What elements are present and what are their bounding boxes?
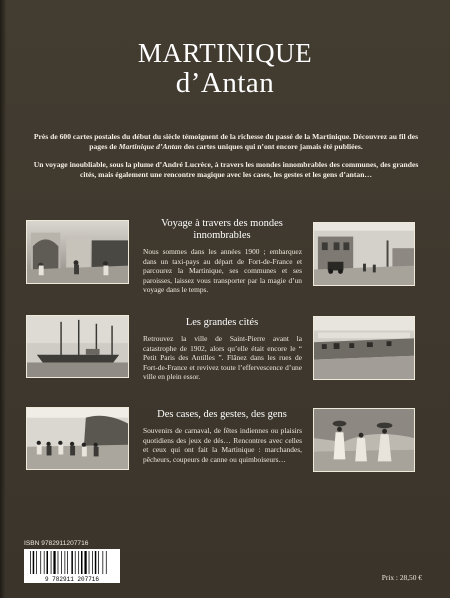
barcode-bar	[61, 551, 62, 574]
section-3-title: Des cases, des gestes, des gens	[157, 409, 287, 420]
barcode-bar	[102, 551, 103, 574]
barcode-bar	[78, 551, 79, 574]
barcode-bar	[53, 551, 55, 574]
barcode-bar	[71, 551, 73, 574]
section-1-title	[140, 218, 304, 242]
section-2-text: Retrouvez la ville de Saint-Pierre avant la catastrophe de 1902, alors qu’elle était encore le “ Petit Paris des Antilles ”. Flânez dans les rues de Fort-de-France et revivez toute l’effervescence d’une ville en plein essor.	[143, 334, 302, 382]
intro-p1-book-title: Martinique d’Antan	[118, 142, 182, 151]
barcode-bar	[36, 551, 37, 574]
intro-p1-start: Près de 600 cartes postales du début du siècle témoignent de la richesse du passé de la Martinique. Découvrez au fil des pages de	[33, 132, 419, 151]
title-line-2: d’Antan	[175, 67, 275, 99]
barcode-bar	[106, 551, 107, 574]
barcode-bar	[51, 551, 52, 574]
barcode-bar	[47, 551, 49, 574]
book-title	[0, 38, 450, 98]
barcode-bar	[75, 551, 76, 574]
barcode-bar	[81, 551, 83, 574]
postcard-photo-women	[313, 408, 415, 472]
barcode-bar	[58, 551, 59, 574]
barcode-bar	[98, 551, 99, 574]
postcard-photo-street	[313, 222, 415, 286]
isbn-label: ISBN 9782911207716	[24, 540, 89, 547]
postcard-photo-village	[26, 220, 129, 284]
barcode-bar	[84, 551, 86, 574]
barcode-bar	[95, 551, 97, 574]
intro-paragraph-1	[28, 132, 424, 152]
price: Prix : 28,50 €	[381, 573, 422, 582]
barcode-bar	[67, 551, 68, 574]
section-2-title: Les grandes cités	[185, 317, 259, 328]
barcode-area	[24, 540, 120, 582]
section-1-title-line-2: innombrables	[193, 230, 251, 241]
section-1-text: Nous sommes dans les années 1900 ; embarquez dans un taxi-pays au départ de Fort-de-France et parcourez la Martinique, ses communes et ses paroisses, laissez vous transporter par la magie d’un voyage dans le temps.	[143, 247, 302, 295]
barcode-digits: 9 782911 207716	[44, 576, 100, 583]
intro-paragraph-2: Un voyage inoubliable, sous la plume d’André Lucrèce, à travers les mondes innombrables des communes, des grandes cités, mais également une rencontre magique avec les cases, les gestes et les gens d’antan…	[33, 160, 419, 179]
barcode-bar	[89, 551, 90, 574]
barcode	[24, 549, 120, 583]
title-line-1: MARTINIQUE	[137, 38, 313, 68]
barcode-bar	[44, 551, 45, 574]
barcode-bar	[65, 551, 66, 574]
section-3-text: Souvenirs de carnaval, de fêtes indiennes ou plaisirs quotidiens des jeux de dés… Rencontres avec celles et ceux qui ont fait la Martinique : marchandes, pêcheurs, coupeurs de canne ou quimboiseurs…	[143, 426, 302, 464]
barcode-bar	[33, 551, 35, 574]
barcode-bars	[24, 549, 120, 583]
barcode-bar	[30, 551, 31, 574]
barcode-bar	[40, 551, 41, 574]
intro-p1-end: des cartes uniques qui n’ont encore jamais été publiées.	[181, 142, 363, 151]
postcard-photo-harbor	[26, 315, 129, 378]
barcode-bar	[92, 551, 93, 574]
section-1-title-line-1: Voyage à travers des mondes	[161, 218, 283, 229]
postcard-photo-crowd	[26, 407, 129, 470]
postcard-photo-city-view	[313, 316, 415, 380]
